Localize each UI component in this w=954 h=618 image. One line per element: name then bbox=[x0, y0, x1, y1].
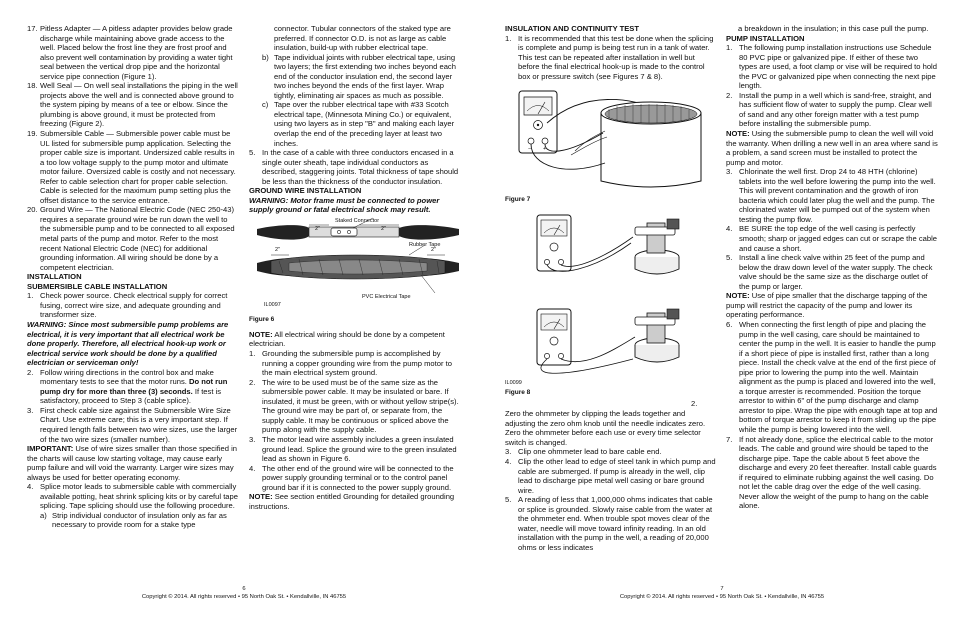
warning-text: WARNING: Motor frame must be connected to power supply ground or fatal electrical shock may result. bbox=[249, 195, 440, 215]
note: NOTE: All electrical wiring should be done by a competent electrician. bbox=[249, 329, 445, 349]
figure-8 bbox=[505, 209, 717, 409]
staked-connector-label: Staked Connector bbox=[335, 217, 380, 224]
page-number: 6 bbox=[242, 586, 246, 592]
list-item: 1. Grounding the submersible pump is accomplished by running a copper grounding wire from the pump motor to the main electrical system ground. bbox=[249, 349, 452, 378]
page7-column2 bbox=[726, 24, 938, 511]
note: NOTE: Using the submersible pump to clean the well will void the warranty. When drilling a new well in an area where sand is a problem, a sand screen must be installed to protect the pump and motor. bbox=[726, 129, 938, 167]
meter-minus-label: − bbox=[528, 146, 532, 153]
figure-code: IL0097 bbox=[264, 301, 281, 308]
meter-plus-label: + bbox=[543, 146, 547, 153]
figure-caption: Figure 7 bbox=[505, 196, 531, 204]
list-item: 19. Submersible Cable — Submersible power cable must be UL listed for submersible pump application. Selecting the proper cable size is important. Undersized cable results in a too low voltage supply to the pump motor and ultimate motor failure. Oversized cable is costly and not necessary. Refer to cable selection chart for proper cable selection. Cable is selected for the maximum pump setting plus the offset distance to the service entrance. bbox=[27, 129, 236, 205]
list-item: 2. Follow wiring directions in the control box and make momentary tests to see that the motor runs. Do not run pump dry for more than three (3) seconds. If test is satisfactory, proceed to Step 3 (cable splice). bbox=[27, 367, 228, 406]
list-item: 6. When connecting the first length of pipe and placing the pump in the well casing, care should be maintained to center the pump in the well. It is easier to handle the pump if a short piece of pipe is installed first, rather than a long piece. Install the check valve at the end of the first piece of pipe prior to lowering the pump into the well. Maintain alignment as the pump is placed and lowered into the well, a torque arrester is recommended. Position the torque arrestor to within 6" of the pump discharge and clamp arrestor to pipe. Wrap the pipe with enough tape at top and bottom of torque arrestor to keep it from sliding up the pipe while the pump is being lowered into the well. bbox=[726, 319, 938, 434]
page-number: 7 bbox=[720, 586, 724, 592]
list-item: 2. Install the pump in a well which is sand-free, straight, and has sufficient flow of water to supply the pump. Clear well of sand and any other foreign matter with a test pump before installing the submersible pump. bbox=[726, 90, 932, 129]
section-heading: INSULATION AND CONTINUITY TEST bbox=[505, 24, 640, 33]
list-item: 1. It is recommended that this test be done when the splicing is complete and pump is being test run in a tank of water. This test can be repeated after installation in well but before the final electrical hook-up is made to the control box or pressure switch (see Figures 7 & 8). bbox=[505, 33, 714, 81]
rubber-tape-label: Rubber Tape bbox=[409, 241, 441, 248]
continued-text: connector. Tubular connectors of the staked type are preferred. If connector O.D. is not as large as cable insulation, build-up with rubber electrical tape. bbox=[274, 24, 451, 53]
list-item: 7. If not already done, splice the electrical cable to the motor leads. The cable and ground wire should be taped to the discharge pipe. Tape the cable about 5 feet above the discharge and every 20 feet thereafter. Install cable guards if required to eliminate rubbing against the well casing. Do not let the cable drag over the edge of the well casing. Never allow the weight of the pump to hang on the cable alone. bbox=[726, 434, 937, 511]
list-item: 1. Check power source. Check electrical supply for correct fusing, correct wire size, and adequate grounding and transformer size. bbox=[27, 291, 228, 320]
list-item: 17. Pitless Adapter — A pitless adapter provides below grade discharge while maintaining above grade access to the well. Placed below the frost line they are frost proof and also prevent well contamination by providing a water tight seal between the vertical drop pipe and the horizontal service pipe connection (Figure 1). bbox=[27, 24, 233, 81]
warning-text: WARNING: Since most submersible pump problems are electrical, it is very important that all electrical work be done properly. Therefore, all electrical hook-up work or electrical service work should be done by a qualified electrician or serviceman only! bbox=[27, 319, 229, 368]
list-item: 18. Well Seal — On well seal installations the piping in the well projects above the well and is connected above ground to the system piping by means of a tee or elbow. Since the plumbing is above ground, it must be protected from freezing (Figure 2). bbox=[27, 81, 238, 129]
figure-7 bbox=[505, 81, 717, 209]
figure-code: IL0099 bbox=[505, 380, 522, 387]
dimension-label: 2" bbox=[381, 225, 387, 232]
note: NOTE: Use of pipe smaller that the discharge tapping of the pump will restrict the capacity of the pump and lower its operating performance. bbox=[726, 291, 928, 320]
page6-footer bbox=[27, 585, 461, 601]
list-subitem: a) Strip individual conductor of insulation only as far as necessary to provide room for a stake type bbox=[40, 510, 227, 530]
section-heading: PUMP INSTALLATION bbox=[726, 33, 805, 43]
list-item: 2. The wire to be used must be of the same size as the submersible power cable. It may be insulated or bare. If insulated, it must be green, with or without yellow stripe(s). The ground wire may be part of, or separate from, the supply cable. It may be continuous or spliced above the pump along with the supply cable. bbox=[249, 377, 459, 435]
list-item: 3. Clip one ohmmeter lead to bare cable end. bbox=[505, 447, 662, 457]
step-number: 2. bbox=[691, 399, 698, 409]
list-subitem: c) Tape over the rubber electrical tape with #33 Scotch electrical tape, (Minnesota Mining Co.) or equivalent, using two layers as in step "B" and making each layer overlap the end of the preceding layer at least two inches. bbox=[262, 100, 455, 148]
list-item: 4. Clip the other lead to edge of steel tank in which pump and cable are submerged. If pump is already in the well, clip lead to discharge pipe metal well casing or bare ground wire. bbox=[505, 457, 716, 495]
list-item: 5. Install a line check valve within 25 feet of the pump and below the draw down level of the water supply. The check valve should be the same size as the discharge outlet of the pump or larger. bbox=[726, 253, 933, 291]
important-note: IMPORTANT: Use of wire sizes smaller than those specified in the charts will cause low starting voltage, may cause early pump failure and will void the warranty. Larger wire sizes may always be used for better operating economy. bbox=[27, 444, 238, 482]
section-heading: SUBMERSIBLE CABLE INSTALLATION bbox=[27, 281, 168, 291]
dimension-label: 2" bbox=[315, 225, 321, 232]
paragraph: Zero the ohmmeter by clipping the leads together and adjusting the zero ohm knob until the needle indicates zero. Zero the ohmmeter before each use or every time selector switch is changed. bbox=[505, 409, 706, 447]
list-item: 1. The following pump installation instructions use Schedule 80 PVC pipe or galvanized pipe. If either of these two types are used, a foot clamp or vise will be required to hold the PVC or galvanized pipe when connecting the next pipe length. bbox=[726, 43, 937, 91]
list-item: 3. The motor lead wire assembly includes a green insulated ground lead. Splice the ground wire to the green insulated lead as shown in Figure 6. bbox=[249, 434, 457, 464]
dimension-label: 2" bbox=[431, 246, 437, 253]
list-item: 3. Chlorinate the well first. Drop 24 to 48 HTH (chlorine) tablets into the well before lowering the pump into the well. This will prevent contamination and the growth of iron bacteria which could later plug the well and the pump. The chlorinated water will be pumped out of the system when testing the pump flow. bbox=[726, 167, 936, 224]
list-item: 20. Ground Wire — The National Electric Code (NEC 250-43) requires a separate ground wire be run down the well to the submersible pump and to be connected to all exposed metal parts of the pump and motor. Refer to the most recent National Electric Code (NEC) for additional grounding information. All wiring should be done by a competent electrician. bbox=[27, 205, 235, 272]
list-item: 3. First check cable size against the Submersible Wire Size Chart. Use extreme care; this is a very important step. If required length falls between two wire sizes, use the larger of the two wire sizes (smaller number). bbox=[27, 405, 238, 444]
figure-6 bbox=[249, 215, 461, 323]
continued-text: a breakdown in the insulation; in this case pull the pump. bbox=[738, 24, 929, 33]
ohmmeter-pump-illustration bbox=[505, 209, 717, 399]
dimension-label: 2" bbox=[275, 246, 281, 253]
page7-footer bbox=[505, 585, 939, 601]
list-item: 4. Splice motor leads to submersible cable with commercially available potting, heat shrink splicing kits or by careful tape splicing. Tape splicing should use the following procedure. bbox=[27, 482, 238, 511]
page7-column1 bbox=[505, 24, 717, 552]
list-item: 4. The other end of the ground wire will be connected to the power supply grounding terminal or to the control panel ground bar if it is connected to the power supply ground. bbox=[249, 463, 454, 492]
list-item: 5. In the case of a cable with three conductors encased in a single outer sheath, tape individual conductors as described, staggering joints. Total thickness of tape should be less than the thickness of the conductor insulation. bbox=[249, 148, 459, 186]
section-heading: GROUND WIRE INSTALLATION bbox=[249, 186, 362, 196]
section-heading: INSTALLATION bbox=[27, 272, 82, 282]
page6-column2 bbox=[249, 24, 461, 511]
figure-caption: Figure 6 bbox=[249, 315, 275, 323]
list-item: 4. BE SURE the top edge of the well casing is perfectly smooth; sharp or jagged edges can cut or scrape the cable and cause a short. bbox=[726, 224, 937, 253]
pvc-tape-label: PVC Electrical Tape bbox=[362, 293, 411, 300]
note: NOTE: See section entitled Grounding for detailed grounding instructions. bbox=[249, 492, 455, 511]
list-item: 5. A reading of less that 1,000,000 ohms indicates that cable or splice is grounded. Slowly raise cable from the water at the ohmmeter end. When trouble spot moves clear of the water, needle will move toward infinity reading. In an old installation with the pump in the well, a reading of 20,000 ohms or less indicates bbox=[505, 495, 713, 552]
ohmmeter-tank-illustration bbox=[505, 81, 717, 209]
copyright-text: Copyright © 2014. All rights reserved • 95 North Oak St. • Kendallville, IN 46755 bbox=[619, 594, 825, 600]
figure-caption: Figure 8 bbox=[505, 389, 531, 397]
page6-column1 bbox=[27, 24, 239, 530]
list-subitem: b) Tape individual joints with rubber electrical tape, using two layers; the first extending two inches beyond each end of the conductor insulation end, the second layer two inches beyond the ends of the first layer. Wrap tightly, eliminating air spaces as much as possible. bbox=[262, 52, 456, 100]
copyright-text: Copyright © 2014. All rights reserved • 95 North Oak St. • Kendallville, IN 46755 bbox=[141, 594, 347, 600]
